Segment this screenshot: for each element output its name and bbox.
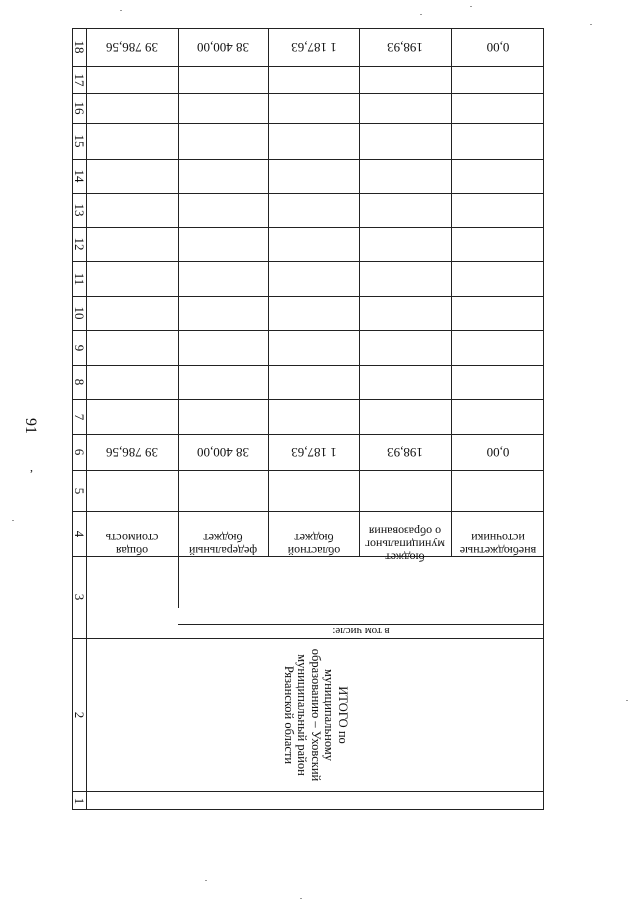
column-number-cell	[72, 227, 86, 261]
column-number-cell	[72, 261, 86, 296]
column-number-cell	[72, 93, 86, 123]
funding-label-cell	[268, 511, 359, 577]
amount-value: 1 187,63	[290, 445, 337, 460]
funding-label: областной бюджет	[287, 531, 340, 558]
column-number-cell	[72, 66, 86, 93]
scan-speck	[300, 898, 302, 899]
column-rule	[178, 28, 179, 556]
row-rule	[72, 470, 544, 471]
value-cell-col6	[86, 434, 178, 470]
funding-label-cell	[178, 511, 268, 577]
row-rule	[72, 296, 544, 297]
value-cell-col6	[359, 434, 451, 470]
column-number: 7	[72, 413, 87, 420]
funding-label-cell	[86, 511, 178, 577]
column-number-cell	[72, 159, 86, 193]
column-number-cell	[72, 470, 86, 511]
column-number-cell	[72, 556, 86, 638]
row-rule	[72, 66, 544, 67]
column-number: 2	[72, 711, 87, 718]
column-number: 1	[72, 797, 87, 804]
row-rule	[72, 365, 544, 366]
scan-speck	[420, 14, 422, 15]
funding-label-cell	[359, 511, 451, 577]
column-rule	[359, 28, 360, 556]
row-rule	[72, 399, 544, 400]
column-number: 5	[72, 487, 87, 494]
column-number: 4	[72, 530, 87, 537]
column-number-cell	[72, 28, 86, 66]
column-number-cell	[72, 193, 86, 227]
funding-label-cell	[451, 511, 544, 577]
value-cell-col18	[359, 28, 451, 66]
page-number: 91	[22, 418, 39, 434]
scan-mark: ,	[30, 460, 33, 474]
column-rule	[451, 28, 452, 556]
amount-value: 38 400,00	[197, 40, 249, 55]
value-cell-col6	[451, 434, 544, 470]
column-number-cell	[72, 123, 86, 159]
column-number-cell	[72, 511, 86, 556]
funding-label: федеральный бюджет	[188, 531, 258, 558]
column-number-cell	[72, 399, 86, 434]
funding-label: бюджет муниципальног о образования	[365, 524, 445, 565]
row-rule	[72, 261, 544, 262]
column-number-cell	[72, 296, 86, 330]
budget-table	[72, 28, 544, 810]
row-rule	[72, 193, 544, 194]
column-number: 15	[72, 134, 87, 148]
column-number: 11	[72, 272, 87, 285]
amount-value: 39 786,56	[106, 40, 158, 55]
column-number: 17	[72, 73, 87, 86]
row-rule	[72, 227, 544, 228]
total-label-cell	[86, 638, 544, 791]
scan-speck	[626, 700, 628, 701]
column-number: 13	[72, 203, 87, 217]
value-cell-col6	[268, 434, 359, 470]
row-rule	[72, 791, 544, 792]
including-label: в том числе:	[332, 625, 390, 637]
scan-speck	[120, 10, 122, 11]
scan-speck	[205, 880, 207, 881]
amount-value: 0,00	[486, 445, 509, 460]
column-rule	[268, 28, 269, 556]
column-number: 8	[72, 378, 87, 386]
column-number-cell	[72, 791, 86, 810]
row-rule	[72, 123, 544, 124]
scan-speck	[590, 24, 592, 25]
row-rule	[72, 93, 544, 94]
value-cell-col6	[178, 434, 268, 470]
row-rule	[72, 330, 544, 331]
amount-value: 1 187,63	[290, 40, 337, 55]
column-number-cell	[72, 365, 86, 399]
amount-value: 198,93	[387, 445, 423, 460]
amount-value: 38 400,00	[197, 445, 249, 460]
column-number: 12	[72, 237, 87, 251]
value-cell-col18	[451, 28, 544, 66]
amount-value: 39 786,56	[106, 445, 158, 460]
including-label-cell	[178, 624, 544, 638]
column-number: 3	[72, 593, 87, 601]
column-number: 16	[72, 101, 87, 115]
column-number: 6	[72, 448, 87, 456]
funding-label: общая стоимость	[105, 531, 159, 558]
column-number-cell	[72, 434, 86, 470]
amount-value: 198,93	[387, 40, 423, 55]
column-number: 10	[72, 306, 87, 320]
value-cell-col18	[268, 28, 359, 66]
column-number-cell	[72, 330, 86, 365]
total-label: ИТОГО по муниципальному образованию – Уховский муниципальный район Рязанской области	[281, 648, 350, 781]
scan-speck	[12, 520, 14, 521]
amount-value: 0,00	[486, 40, 509, 55]
scan-speck	[470, 6, 472, 7]
column-number: 18	[72, 40, 87, 54]
column-number: 9	[72, 344, 87, 351]
column-number-cell	[72, 638, 86, 791]
value-cell-col18	[178, 28, 268, 66]
column-number: 14	[72, 169, 87, 183]
funding-label: внебюджетные источники	[459, 531, 536, 558]
row-rule	[72, 159, 544, 160]
value-cell-col18	[86, 28, 178, 66]
